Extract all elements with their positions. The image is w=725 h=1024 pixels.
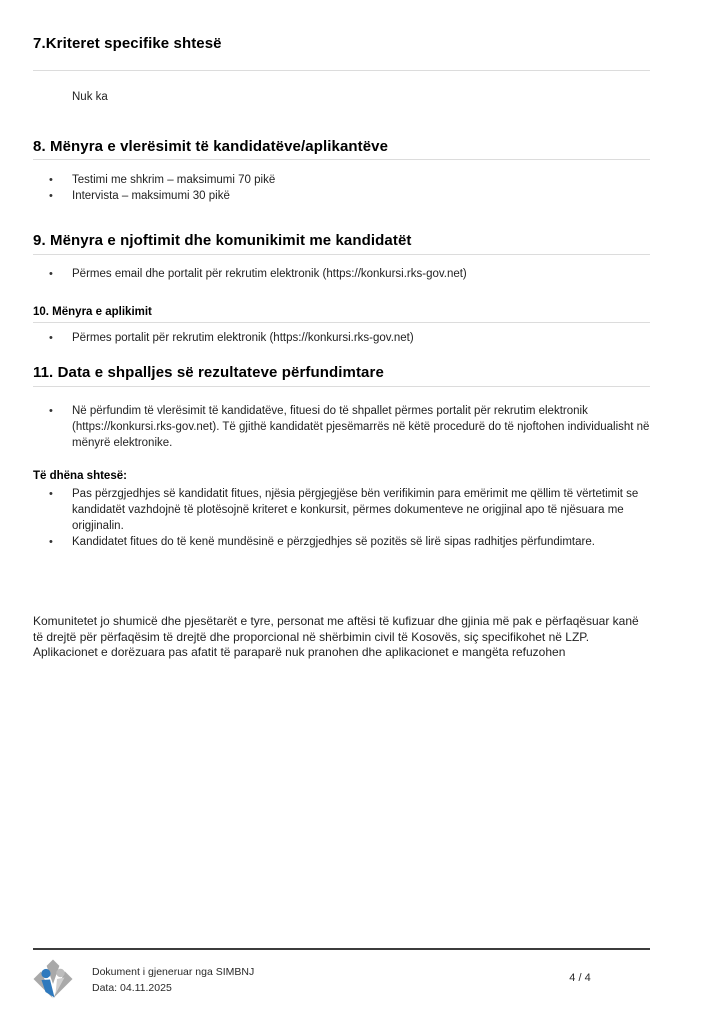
- list-item-text: Intervista – maksimumi 30 pikë: [72, 190, 230, 202]
- section-10: [33, 305, 650, 346]
- section-11: [33, 364, 650, 451]
- footer-generated-text: Dokument i gjeneruar nga SIMBNJ: [92, 966, 255, 978]
- additional-info-list: [33, 486, 650, 550]
- section-10-title: 10. Mënyra e aplikimit: [33, 305, 650, 323]
- section-7-title: 7.Kriteret specifike shtesë: [33, 35, 650, 71]
- list-item: [33, 403, 650, 451]
- section-10-list: [33, 330, 650, 346]
- bullet-icon: •: [49, 488, 53, 500]
- additional-info: [33, 468, 650, 550]
- section-9: [33, 232, 650, 282]
- section-8-title: 8. Mënyra e vlerësimit të kandidatëve/aplikantëve: [33, 138, 650, 160]
- bullet-icon: •: [49, 268, 53, 280]
- section-7-text: Nuk ka: [72, 91, 108, 103]
- list-item-text: Përmes portalit për rekrutim elektronik (https://konkursi.rks-gov.net): [72, 332, 414, 344]
- section-8-list: [33, 172, 650, 204]
- additional-info-heading: Të dhëna shtesë:: [33, 470, 127, 482]
- section-9-title: 9. Mënyra e njoftimit dhe komunikimit me kandidatët: [33, 232, 650, 255]
- section-9-list: [33, 266, 650, 282]
- footer-date-text: Data: 04.11.2025: [92, 982, 172, 994]
- closing-paragraph: Komunitetet jo shumicë dhe pjesëtarët e tyre, personat me aftësi të kufizuar dhe gjinia më pak e përfaqësuar kanë të drejtë për përfaqësim të drejtë dhe proporcional në shërbimin civil të Kosovës, siç specifikohet në LZP. Aplikacionet e dorëzuara pas afatit të paraparë nuk pranohen dhe aplikacionet e mangëta refuzohen: [33, 614, 639, 659]
- list-item-text: Pas përzgjedhjes së kandidatit fitues, njësia përgjegjëse bën verifikimin para emërimit me qëllim të vërtetimit se kandidatët vazhdojnë të plotësojnë kriteret e konkursit, përmes dokumenteve ne origjinal apo të njësuara me origjinalin.: [72, 488, 639, 532]
- footer-divider: [33, 948, 650, 950]
- section-11-list: [33, 403, 650, 451]
- section-7: [33, 35, 650, 105]
- list-item: [33, 534, 650, 550]
- list-item: [33, 266, 650, 282]
- bullet-icon: •: [49, 536, 53, 548]
- list-item: [33, 486, 650, 534]
- page-number: 4 / 4: [569, 972, 591, 984]
- bullet-icon: •: [49, 332, 53, 344]
- section-11-title: 11. Data e shpalljes së rezultateve përfundimtare: [33, 364, 650, 387]
- footer-texts: [92, 964, 254, 996]
- list-item: [33, 188, 650, 204]
- simbnj-logo-icon: [33, 959, 73, 999]
- list-item-text: Në përfundim të vlerësimit të kandidatëve, fituesi do të shpallet përmes portalit për rekrutim elektronik (https://konkursi.rks-gov.net). Të gjithë kandidatët pjesëmarrës në këtë procedurë do të njoftohen individualisht në mënyrë elektronike.: [72, 405, 650, 449]
- bullet-icon: •: [49, 405, 53, 417]
- bullet-icon: •: [49, 174, 53, 186]
- bullet-icon: •: [49, 190, 53, 202]
- section-8: [33, 138, 650, 204]
- list-item: [33, 172, 650, 188]
- list-item-text: Kandidatet fitues do të kenë mundësinë e përzgjedhjes së pozitës së lirë sipas radhitjes përfundimtare.: [72, 536, 595, 548]
- list-item-text: Testimi me shkrim – maksimumi 70 pikë: [72, 174, 276, 186]
- list-item-text: Përmes email dhe portalit për rekrutim elektronik (https://konkursi.rks-gov.net): [72, 268, 467, 280]
- list-item: [33, 330, 650, 346]
